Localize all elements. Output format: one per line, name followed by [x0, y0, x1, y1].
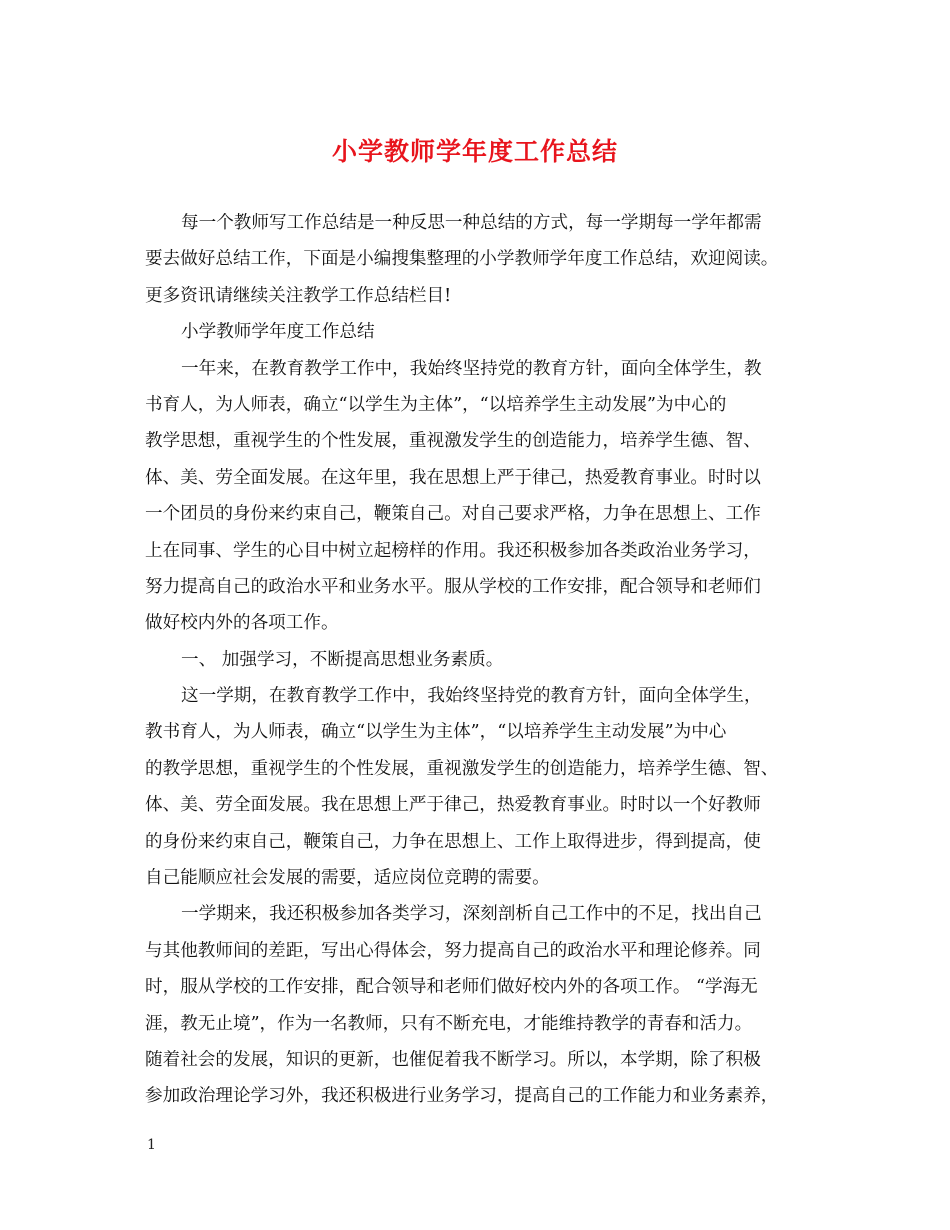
section-heading: 小学教师学年度工作总结 [181, 322, 375, 343]
text-line: 这一学期，在教育教学工作中，我始终坚持党的教育方针，面向全体学生， [181, 686, 762, 707]
text-line: 体、美、劳全面发展。我在思想上严于律己，热爱教育事业。时时以一个好教师 [145, 795, 761, 816]
text-line: 上在同事、学生的心目中树立起榜样的作用。我还积极参加各类政治业务学习， [145, 540, 761, 561]
text-line: 一学期来，我还积极参加各类学习，深刻剖析自己工作中的不足，找出自己 [181, 904, 762, 925]
text-line: 体、美、劳全面发展。在这年里，我在思想上严于律己，热爱教育事业。时时以 [145, 467, 761, 488]
text-line: 一年来，在教育教学工作中，我始终坚持党的教育方针，面向全体学生，教 [181, 358, 762, 379]
section-heading: 一、 加强学习，不断提高思想业务素质。 [181, 649, 504, 670]
text-line: 努力提高自己的政治水平和业务水平。服从学校的工作安排，配合领导和老师们 [145, 576, 761, 597]
text-line: 的身份来约束自己，鞭策自己，力争在思想上、工作上取得进步，得到提高，使 [145, 831, 761, 852]
text-line: 时，服从学校的工作安排，配合领导和老师们做好校内外的各项工作。 “学海无 [145, 977, 758, 998]
text-line: 每一个教师写工作总结是一种反思一种总结的方式，每一学期每一学年都需 [181, 213, 762, 233]
page-number: 1 [147, 1137, 156, 1153]
text-line: 更多资讯请继续关注教学工作总结栏目! [145, 285, 452, 306]
text-line: 教书育人，为人师表，确立“以学生为主体”，“以培养学生主动发展”为中心 [145, 722, 727, 743]
text-line: 做好校内外的各项工作。 [145, 613, 339, 634]
text-line: 要去做好总结工作，下面是小编搜集整理的小学教师学年度工作总结，欢迎阅读。 [145, 249, 779, 270]
document-body [145, 205, 813, 1115]
text-line: 一个团员的身份来约束自己，鞭策自己。对自己要求严格，力争在思想上、工作 [145, 504, 761, 525]
text-line: 涯，教无止境”，作为一名教师，只有不断充电，才能维持教学的青春和活力。 [145, 1013, 753, 1034]
text-line: 与其他教师间的差距，写出心得体会，努力提高自己的政治水平和理论修养。同 [145, 940, 761, 961]
text-line: 随着社会的发展，知识的更新，也催促着我不断学习。所以，本学期，除了积极 [145, 1049, 761, 1070]
text-line: 参加政治理论学习外，我还积极进行业务学习，提高自己的工作能力和业务素养， [145, 1086, 779, 1107]
text-line: 的教学思想，重视学生的个性发展，重视激发学生的创造能力，培养学生德、智、 [145, 758, 779, 779]
text-line: 教学思想，重视学生的个性发展，重视激发学生的创造能力，培养学生德、智、 [145, 431, 761, 452]
text-line: 自己能顺应社会发展的需要，适应岗位竞聘的需要。 [145, 868, 550, 889]
text-line: 书育人，为人师表，确立“以学生为主体”，“以培养学生主动发展”为中心的 [145, 394, 727, 415]
document-title: 小学教师学年度工作总结 [331, 137, 618, 166]
